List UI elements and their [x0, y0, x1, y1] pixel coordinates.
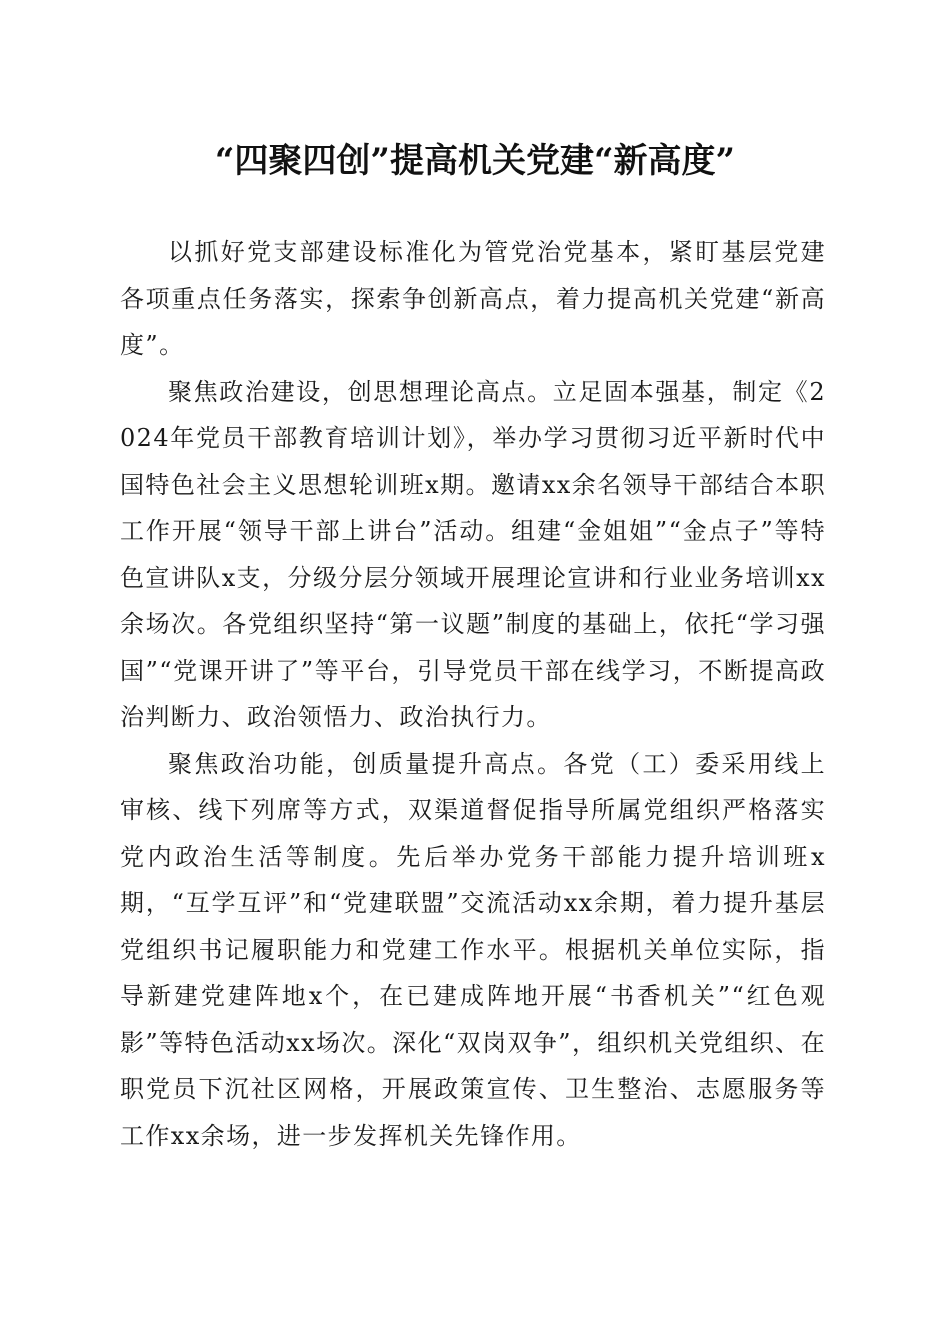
- political-building-paragraph: 聚焦政治建设，创思想理论高点。立足固本强基，制定《2024年党员干部教育培训计划》，举办学习贯彻习近平新时代中国特色社会主义思想轮训班x期。邀请xx余名领导干部结合本职工作开展“领导干部上讲台”活动。组建“金姐姐”“金点子”等特色宣讲队x支，分级分层分领域开展理论宣讲和行业业务培训xx余场次。各党组织坚持“第一议题”制度的基础上，依托“学习强国”“党课开讲了”等平台，引导党员干部在线学习，不断提高政治判断力、政治领悟力、政治执行力。: [120, 377, 826, 731]
- document-title: “四聚四创”提高机关党建“新高度”: [214, 141, 736, 181]
- political-function-paragraph: 聚焦政治功能，创质量提升高点。各党（工）委采用线上审核、线下列席等方式，双渠道督促指导所属党组织严格落实党内政治生活等制度。先后举办党务干部能力提升培训班x期，“互学互评”和“党建联盟”交流活动xx余期，着力提升基层党组织书记履职能力和党建工作水平。根据机关单位实际，指导新建党建阵地x个，在已建成阵地开展“书香机关”“红色观影”等特色活动xx场次。深化“双岗双争”，组织机关党组织、在职党员下沉社区网格，开展政策宣传、卫生整治、志愿服务等工作xx余场，进一步发挥机关先锋作用。: [120, 749, 826, 1150]
- intro-paragraph: 以抓好党支部建设标准化为管党治党基本，紧盯基层党建各项重点任务落实，探索争创新高点，着力提高机关党建“新高度”。: [120, 238, 826, 359]
- document-body: [120, 229, 826, 1159]
